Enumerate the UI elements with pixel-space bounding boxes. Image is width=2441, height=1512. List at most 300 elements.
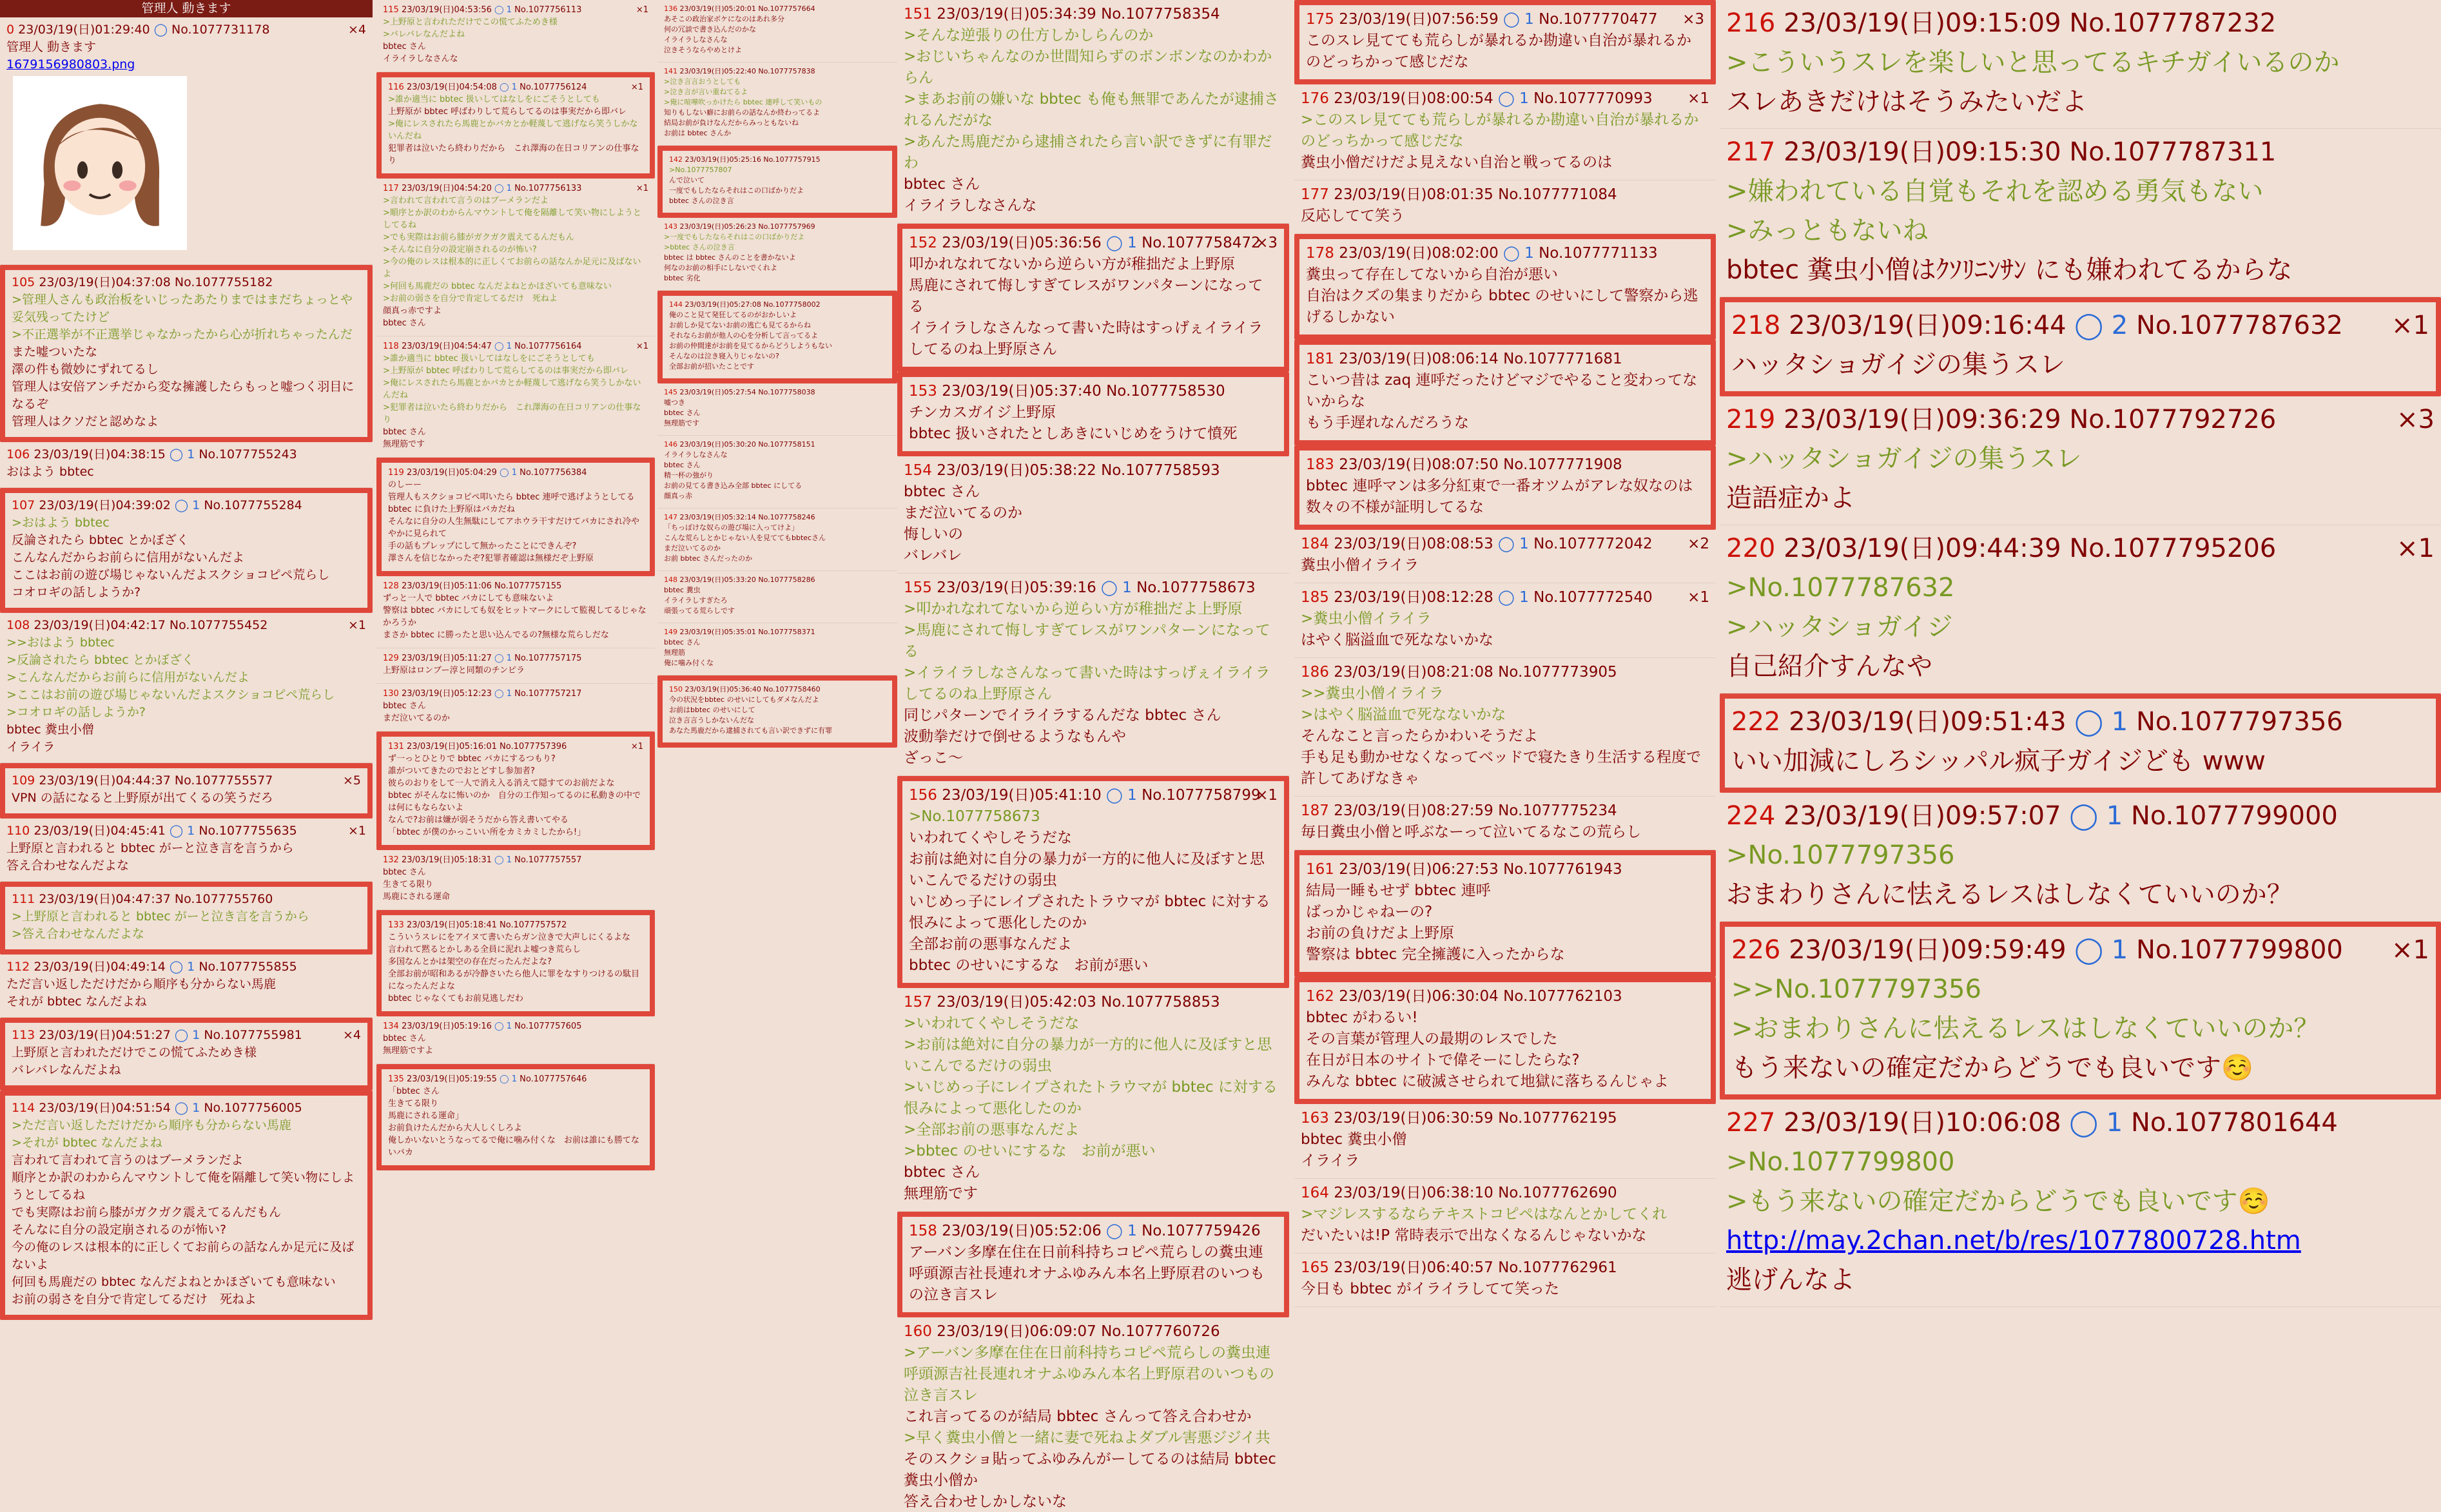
post-text: 嘘つき — [664, 398, 685, 407]
post-text: 「bbtec さん — [388, 1087, 440, 1096]
reply-icon[interactable]: ◯ 1 — [1503, 11, 1534, 28]
post-date: 23/03/19(日)05:19:16 — [401, 1022, 492, 1031]
post-header — [383, 340, 648, 353]
post-id[interactable]: No.1077757664 — [758, 5, 815, 13]
quote-line: >何回も馬鹿だの bbtec なんだよねとかほざいても意味ない — [383, 282, 612, 291]
post-text: それが bbtec なんだよね — [6, 994, 147, 1009]
post-id[interactable]: No.1077757175 — [514, 654, 582, 663]
post-header — [1306, 859, 1704, 880]
quote-line: >bbtec のせいにするな お前が悪い — [904, 1143, 1156, 1159]
post-id[interactable]: No.1077758151 — [758, 440, 815, 449]
post-text: 多国なんとかは架空の存在だったんだよな? — [388, 957, 552, 967]
post-id[interactable]: No.1077795206 — [2069, 534, 2277, 563]
post-id[interactable]: No.1077762195 — [1498, 1110, 1617, 1127]
reply-icon[interactable]: ◯ 1 — [494, 654, 512, 663]
post-text: もう手遅れなんだろうな — [1306, 414, 1469, 431]
reply-count-number[interactable]: 1 — [506, 689, 512, 699]
post-number: 142 — [669, 155, 683, 164]
reply-icon[interactable]: ◯ 1 — [494, 342, 512, 351]
post-id[interactable]: No.1077758371 — [758, 628, 815, 636]
reply-count-number[interactable]: 1 — [1127, 1223, 1137, 1239]
post-header — [909, 381, 1278, 402]
post-header — [12, 1027, 361, 1044]
reply-count-number[interactable]: 1 — [1519, 536, 1529, 552]
post-text: bbtec じゃなくてもお前見逃しだわ — [388, 994, 523, 1003]
reply-icon[interactable]: ◯ 1 — [500, 1074, 517, 1084]
quote-count: ×5 — [342, 773, 361, 788]
reply-icon[interactable]: ◯ 1 — [494, 855, 512, 865]
quote-line: >ここはお前の遊び場じゃないんだよスクショコピペ荒らし — [6, 688, 335, 702]
post-id[interactable]: No.1077771908 — [1503, 456, 1622, 473]
post-text: そんなこと言ったらかわいそうだよ — [1301, 728, 1538, 744]
quote-line: >管理人さんも政治板をいじったあたりまではまだちょっとや妥気残ってたけど — [12, 293, 353, 324]
post — [376, 732, 655, 850]
avatar-image[interactable] — [13, 76, 187, 250]
quote-line: >叩かれなれてないから逆らい方が稚拙だよ上野原 — [904, 601, 1243, 617]
post — [1294, 977, 1716, 1104]
post-number: 115 — [383, 5, 399, 15]
post-date: 23/03/19(日)05:52:06 — [942, 1223, 1102, 1239]
post-id[interactable]: No.1077756124 — [520, 82, 587, 92]
reply-count-number[interactable]: 1 — [2111, 935, 2128, 965]
post-text: 上野原と言われると bbtec がーと泣き言を言うから — [6, 841, 294, 855]
post-id[interactable]: No.1077758354 — [1101, 6, 1220, 23]
reply-count-number[interactable]: 1 — [506, 184, 512, 193]
reply-count-number[interactable]: 1 — [511, 82, 517, 92]
quote-line: >全部お前の悪事なんだよ — [904, 1121, 1080, 1138]
post — [1720, 129, 2441, 297]
reply-icon[interactable]: ◯ 1 — [174, 1101, 200, 1115]
reply-count-number[interactable]: 1 — [187, 447, 195, 461]
quote-count: ×1 — [630, 82, 643, 92]
post-header — [1726, 797, 2435, 836]
post-id[interactable]: No.1077787311 — [2069, 137, 2277, 167]
reply-icon[interactable]: ◯ 1 — [169, 824, 195, 838]
reply-icon[interactable]: ◯ 1 — [1101, 579, 1132, 596]
post-header — [383, 580, 648, 592]
post-id[interactable]: No.1077755577 — [174, 773, 273, 788]
post-id[interactable]: No.1077758673 — [1136, 579, 1256, 596]
post-date: 23/03/19(日)06:30:04 — [1339, 988, 1499, 1005]
reply-icon[interactable]: ◯ 1 — [2074, 707, 2128, 737]
post-id[interactable]: No.1077770993 — [1533, 90, 1653, 107]
post-id[interactable]: No.1077755243 — [199, 447, 297, 461]
post-header — [904, 992, 1283, 1013]
post-id[interactable]: No.1077762103 — [1503, 988, 1622, 1005]
post-header — [664, 440, 891, 450]
post-header — [664, 222, 891, 232]
reply-icon[interactable]: ◯ 1 — [1106, 235, 1137, 251]
post-id[interactable]: No.1077757557 — [514, 855, 582, 865]
post-date: 23/03/19(日)08:08:53 — [1334, 536, 1493, 552]
post-id[interactable]: No.1077755635 — [199, 824, 297, 838]
reply-count-number[interactable]: 1 — [1122, 579, 1132, 596]
post — [657, 623, 897, 675]
post-text: 誰がついてきたのでおとどすし参加者? — [388, 766, 535, 776]
post-header — [383, 4, 648, 16]
post — [1720, 525, 2441, 693]
post-text: 答え合わせなんだよな — [6, 858, 130, 873]
post-id[interactable]: No.1077757605 — [514, 1022, 582, 1031]
post-date: 23/03/19(日)10:06:08 — [1784, 1108, 2061, 1138]
post-id[interactable]: No.1077775234 — [1498, 802, 1617, 819]
reply-count-number[interactable]: 1 — [187, 824, 195, 838]
post-date: 23/03/19(日)05:33:20 — [679, 576, 756, 584]
post-id[interactable]: No.1077758853 — [1101, 994, 1220, 1011]
column-5 — [1294, 0, 1716, 1512]
post-text: ざっこ〜 — [904, 750, 963, 766]
post-header — [664, 512, 891, 523]
post-text: 管理人 動きます — [6, 40, 97, 54]
post — [657, 436, 897, 509]
quote-line: >No.1077787632 — [1726, 573, 1955, 603]
reply-icon[interactable]: ◯ 1 — [500, 82, 517, 92]
reply-icon[interactable]: ◯ 1 — [2074, 935, 2128, 965]
reply-count-number[interactable]: 1 — [187, 960, 195, 974]
post-number: 152 — [909, 235, 937, 251]
post-text: 泣き言言うしかないんだな — [669, 716, 754, 724]
reply-icon[interactable]: ◯ 1 — [169, 447, 195, 461]
reply-count-number[interactable]: 1 — [506, 1022, 512, 1031]
post-date: 23/03/19(日)04:49:14 — [34, 960, 166, 974]
post-text: 自己紹介すんなや — [1726, 652, 1932, 681]
post — [657, 383, 897, 436]
post-text: 俺しかいないとうなってるで俺に噛み付くな お前は誰にも勝てないバカ — [388, 1136, 639, 1158]
post-number: 109 — [12, 773, 35, 788]
post-date: 23/03/19(日)08:12:28 — [1334, 589, 1493, 606]
post-text: bbtec 糞虫小僧 — [1301, 1131, 1407, 1148]
reply-icon[interactable]: ◯ 1 — [174, 498, 200, 512]
post-id[interactable]: No.1077758460 — [763, 685, 821, 693]
post-header — [664, 627, 891, 637]
post-id[interactable]: No.1077731178 — [171, 23, 270, 37]
reply-count-number[interactable]: 1 — [2106, 1108, 2123, 1138]
post — [1294, 583, 1716, 658]
post-number: 154 — [904, 462, 932, 479]
post-date: 23/03/19(日)04:44:37 — [39, 773, 171, 788]
post-number: 162 — [1306, 988, 1334, 1005]
post-id[interactable]: No.1077797356 — [2135, 707, 2343, 737]
post — [1294, 340, 1716, 445]
post-text: なんで?お前は嫌が弱そうだから答え書いてやる — [388, 815, 569, 825]
post-date: 23/03/19(日)09:59:49 — [1789, 935, 2067, 965]
post-number: 130 — [383, 689, 399, 699]
post — [657, 571, 897, 623]
post-date: 23/03/19(日)09:36:29 — [1784, 405, 2061, 434]
post-date: 23/03/19(日)05:34:39 — [937, 6, 1096, 23]
reply-icon[interactable]: ◯ 1 — [169, 960, 195, 974]
post — [0, 882, 373, 955]
post-id[interactable]: No.1077757217 — [514, 689, 582, 699]
post-text: イライラ — [1301, 1152, 1360, 1169]
quote-line: >いわれてくやしそうだな — [904, 1015, 1080, 1032]
reply-count-number[interactable]: 1 — [511, 1074, 517, 1084]
post-text: 彼らのおりをして一人で消え入る消えて隠すてのお前だよな — [388, 779, 615, 788]
post-id[interactable]: No.1077756164 — [514, 342, 582, 351]
post-number: 128 — [383, 581, 399, 591]
post-date: 23/03/19(日)05:16:01 — [406, 742, 497, 751]
reply-icon[interactable]: ◯ 1 — [1106, 1223, 1137, 1239]
post-date: 23/03/19(日)05:36:56 — [942, 235, 1102, 251]
post — [657, 291, 897, 383]
post-number: 177 — [1301, 186, 1329, 203]
post-number: 150 — [669, 685, 683, 693]
quote-line: >ハッタショガイジの集うスレ — [1726, 444, 2082, 474]
reply-count-number[interactable]: 1 — [1127, 787, 1137, 804]
post-text: お前しか見てないお前の逃亡も見てるからね — [669, 321, 811, 329]
reply-count-number[interactable]: 2 — [2111, 311, 2128, 340]
post-text: いわれてくやしそうだな — [909, 829, 1072, 846]
reply-icon[interactable]: ◯ 1 — [1498, 536, 1529, 552]
post-date: 23/03/19(日)05:25:16 — [685, 155, 761, 164]
quote-line: >そんなに自分の設定崩されるのが怖い? — [383, 245, 537, 255]
reply-count-number[interactable]: 1 — [192, 1028, 200, 1042]
quote-line: >上野原と言われただけでこの慌てふためき様 — [383, 17, 558, 27]
post-date: 23/03/19(日)01:29:40 — [18, 23, 150, 37]
post-header — [1726, 133, 2435, 172]
post — [1294, 1254, 1716, 1307]
post-date: 23/03/19(日)08:27:59 — [1334, 802, 1493, 819]
reply-icon[interactable]: ◯ 1 — [1498, 589, 1529, 606]
post-id[interactable]: No.1077755855 — [199, 960, 297, 974]
quote-line: >順序とか訳のわからんマウントして俺を隔離して笑い物にしようとしてるね — [383, 208, 641, 230]
post-id[interactable]: No.1077761943 — [1503, 861, 1622, 878]
post-text: お前は bbtec さんか — [664, 129, 732, 137]
post-id[interactable]: No.1077799800 — [2135, 935, 2343, 965]
post-header — [388, 81, 643, 93]
quote-line: >bbtec さんの泣き言 — [664, 243, 735, 251]
post-text: bbtec さん — [383, 1034, 426, 1043]
post-id[interactable]: No.1077757969 — [758, 222, 815, 231]
post-text: お前の弱さを自分で肯定してるだけ 死ねよ — [12, 1292, 257, 1306]
post-id[interactable]: No.1077755981 — [204, 1028, 302, 1042]
post-number: 224 — [1726, 801, 1776, 831]
post-id[interactable]: No.1077758286 — [758, 576, 815, 584]
post-date: 23/03/19(日)05:37:40 — [942, 383, 1102, 400]
quote-line: >コオロギの話しようか? — [6, 705, 146, 719]
post-text: ここはお前の遊び場じゃないんだよスクショコピペ荒らし — [12, 568, 330, 582]
post-text: ただ言い返しただけだから順序も分からない馬鹿 — [6, 977, 277, 991]
post-header — [6, 617, 366, 634]
quote-line: >答え合わせなんだよな — [12, 927, 144, 941]
reply-count-number[interactable]: 1 — [1524, 245, 1534, 262]
post — [376, 179, 655, 336]
post-id[interactable]: No.1077755182 — [174, 275, 273, 289]
reply-count-number[interactable]: 1 — [506, 5, 512, 15]
post-number: 226 — [1731, 935, 1781, 965]
post-text: 手の話もプレップにして無かったことにできんぞ? — [388, 541, 577, 551]
post-id[interactable]: No.1077757838 — [758, 67, 815, 75]
post-id[interactable]: No.1077756005 — [204, 1101, 302, 1115]
post-text: このスレ見てても荒らしが暴れるか勘違い自治が暴れるかのどっちかって感じだな — [1306, 32, 1691, 70]
post-id[interactable]: No.1077757646 — [520, 1074, 587, 1084]
post-date: 23/03/19(日)06:09:07 — [937, 1323, 1096, 1340]
post-number: 175 — [1306, 11, 1334, 28]
reply-icon[interactable]: ◯ — [153, 23, 168, 37]
post-number: 164 — [1301, 1185, 1329, 1201]
post — [1294, 1179, 1716, 1254]
post-text: bbtec さん — [383, 318, 426, 328]
reply-count-number[interactable]: 1 — [2106, 801, 2123, 831]
reply-icon[interactable]: ◯ 1 — [500, 468, 517, 478]
post-number: 131 — [388, 742, 404, 751]
reply-icon[interactable]: ◯ 1 — [494, 184, 512, 193]
quote-line: >>おはよう bbtec — [6, 635, 115, 650]
post-text: チンカスガイジ上野原 — [909, 404, 1056, 421]
post-id[interactable]: No.1077757572 — [500, 920, 567, 930]
reply-icon[interactable]: ◯ 2 — [2074, 311, 2128, 340]
reply-count-number[interactable]: 1 — [506, 855, 512, 865]
post-id[interactable]: No.1077758002 — [763, 300, 821, 309]
post — [1720, 922, 2441, 1100]
post-id[interactable]: No.1077799000 — [2130, 801, 2338, 831]
quote-line: >バレバレなんだよね — [383, 30, 465, 39]
post-id[interactable]: No.1077772042 — [1533, 536, 1653, 552]
column-1 — [0, 0, 373, 1512]
post — [657, 146, 897, 218]
post-number: 134 — [383, 1022, 399, 1031]
post — [376, 72, 655, 179]
post-text: イライラ — [6, 740, 55, 754]
reply-count-number[interactable]: 1 — [1519, 90, 1529, 107]
post — [897, 1212, 1289, 1317]
reply-count-number[interactable]: 1 — [1519, 589, 1529, 606]
post-id[interactable]: No.1077762961 — [1498, 1259, 1617, 1276]
post-header — [1306, 454, 1704, 476]
post-id[interactable]: No.1077760726 — [1101, 1323, 1220, 1340]
post-header — [1301, 88, 1709, 110]
post-id[interactable]: No.1077792726 — [2069, 405, 2277, 434]
quote-count: ×3 — [1682, 11, 1704, 28]
post-text: もう来ないの確定だからどうでも良いです☺️ — [1731, 1053, 2253, 1083]
post-header — [6, 21, 366, 39]
reply-count-number[interactable]: 1 — [192, 498, 200, 512]
post — [1294, 658, 1716, 797]
post-date: 23/03/19(日)04:54:20 — [401, 184, 492, 193]
post-number: 157 — [904, 994, 932, 1011]
post-id[interactable]: No.1077759426 — [1142, 1223, 1261, 1239]
post-text: bbtec 連呼マンは多分紅東で一番オツムがアレな奴なのは数々の不様が証明してるな — [1306, 478, 1693, 516]
post-id[interactable]: No.1077758038 — [758, 388, 815, 396]
post-date: 23/03/19(日)04:38:15 — [34, 447, 166, 461]
post-header — [1731, 306, 2429, 345]
reply-count-number[interactable]: 1 — [1127, 235, 1137, 251]
post-text: お前はbbtec のせいにして — [669, 706, 755, 714]
post-header — [669, 155, 886, 165]
post-id[interactable]: No.1077771681 — [1503, 351, 1622, 367]
post-text: イライラしなさんな — [383, 54, 458, 64]
quote-line: >俺にレスされたら馬鹿とかバカとか軽蔑して逃げなら笑うしかないんだね — [388, 119, 638, 141]
reply-icon[interactable]: ◯ 1 — [174, 1028, 200, 1042]
post-date: 23/03/19(日)05:18:31 — [401, 855, 492, 865]
reply-icon[interactable]: ◯ 1 — [494, 5, 512, 15]
column-6 — [1720, 0, 2441, 1512]
reply-count-number[interactable]: 1 — [506, 342, 512, 351]
reply-icon[interactable]: ◯ 1 — [2069, 801, 2123, 831]
post-id[interactable]: No.1077770477 — [1539, 11, 1658, 28]
post-text: 馬鹿にされて悔しすぎてレスがワンパターンになってる — [909, 277, 1263, 315]
post-id[interactable]: No.1077773905 — [1498, 664, 1617, 681]
post-id[interactable]: No.1077758530 — [1106, 383, 1225, 400]
post-text: だいたいは!P 常時表示で出なくなるんじゃないかな — [1301, 1227, 1647, 1244]
post — [0, 613, 373, 763]
post — [1294, 180, 1716, 234]
reply-count-number[interactable]: 1 — [192, 1101, 200, 1115]
reply-icon[interactable]: ◯ 1 — [494, 1022, 512, 1031]
reply-icon[interactable]: ◯ 1 — [1503, 245, 1534, 262]
post-id[interactable]: No.1077758593 — [1101, 462, 1220, 479]
post-date: 23/03/19(日)05:20:01 — [679, 5, 756, 13]
post-text: そんなに自分の人生無駄にしてアホウラ干すだけてバカにされ冷ややかに見られて — [388, 517, 640, 539]
post — [376, 850, 655, 910]
post-id[interactable]: No.1077756133 — [514, 184, 582, 193]
post-id[interactable]: No.1077771133 — [1539, 245, 1658, 262]
post-id[interactable]: No.1077757155 — [494, 581, 562, 591]
post — [657, 675, 897, 748]
post-id[interactable]: No.1077756113 — [514, 5, 582, 15]
post-id[interactable]: No.1077771084 — [1498, 186, 1617, 203]
reply-count-number[interactable]: 1 — [506, 654, 512, 663]
post — [897, 988, 1289, 1212]
post — [0, 1018, 373, 1090]
reply-count-number[interactable]: 1 — [2111, 707, 2128, 737]
post-id[interactable]: No.1077758799 — [1142, 787, 1261, 804]
post — [1294, 234, 1716, 340]
post-text: 泣きそうならやめとけよ — [664, 46, 742, 54]
post — [1720, 1100, 2441, 1307]
post — [1720, 693, 2441, 793]
post-date: 23/03/19(日)04:39:02 — [39, 498, 171, 512]
reply-icon[interactable]: ◯ 1 — [494, 689, 512, 699]
post-id[interactable]: No.1077801644 — [2130, 1108, 2338, 1138]
post-header — [904, 577, 1283, 599]
post-id[interactable]: No.1077757915 — [763, 155, 821, 164]
reply-icon[interactable]: ◯ 1 — [1106, 787, 1137, 804]
reply-count-number[interactable]: 1 — [1524, 11, 1534, 28]
post — [0, 265, 373, 442]
post-id[interactable]: No.1077758246 — [758, 513, 815, 521]
reply-icon[interactable]: ◯ 1 — [1498, 90, 1529, 107]
post-id[interactable]: No.1077755284 — [204, 498, 302, 512]
post-id[interactable]: No.1077758472 — [1142, 235, 1261, 251]
post-id[interactable]: No.1077762690 — [1498, 1185, 1617, 1201]
post-id[interactable]: No.1077772540 — [1533, 589, 1653, 606]
thread-link[interactable]: http://may.2chan.net/b/res/1077800728.htm — [1726, 1226, 2301, 1255]
post-id[interactable]: No.1077755452 — [169, 618, 268, 632]
post-text: bbtec 糞虫小僧 — [6, 722, 94, 737]
post-id[interactable]: No.1077787632 — [2135, 311, 2343, 340]
reply-icon[interactable]: ◯ 1 — [2069, 1108, 2123, 1138]
quote-line: >糞虫小僧イライラ — [1301, 610, 1432, 627]
post-id[interactable]: No.1077757396 — [500, 742, 567, 751]
post-date: 23/03/19(日)05:42:03 — [937, 994, 1096, 1011]
post-date: 23/03/19(日)08:01:35 — [1334, 186, 1493, 203]
post — [1294, 530, 1716, 583]
reply-count-number[interactable]: 1 — [511, 468, 517, 478]
post-number: 178 — [1306, 245, 1334, 262]
post-id[interactable]: No.1077756384 — [520, 468, 587, 478]
post-text: bbtec 糞虫 — [664, 586, 701, 594]
post-id[interactable]: No.1077787232 — [2069, 8, 2277, 38]
post-header — [388, 1073, 643, 1085]
post — [897, 776, 1289, 988]
attachment-link[interactable]: 1679156980803.png — [6, 57, 135, 72]
post-id[interactable]: No.1077755760 — [174, 892, 273, 906]
post-text: bbtec がそんなに怖いのか 自分の工作知ってるのに私動きの中では何にもならないよ — [388, 791, 641, 813]
post-text: 上野原と言われただけでこの慌てふためき様 — [12, 1045, 257, 1060]
post-header — [6, 958, 366, 976]
post-header — [1731, 703, 2429, 742]
